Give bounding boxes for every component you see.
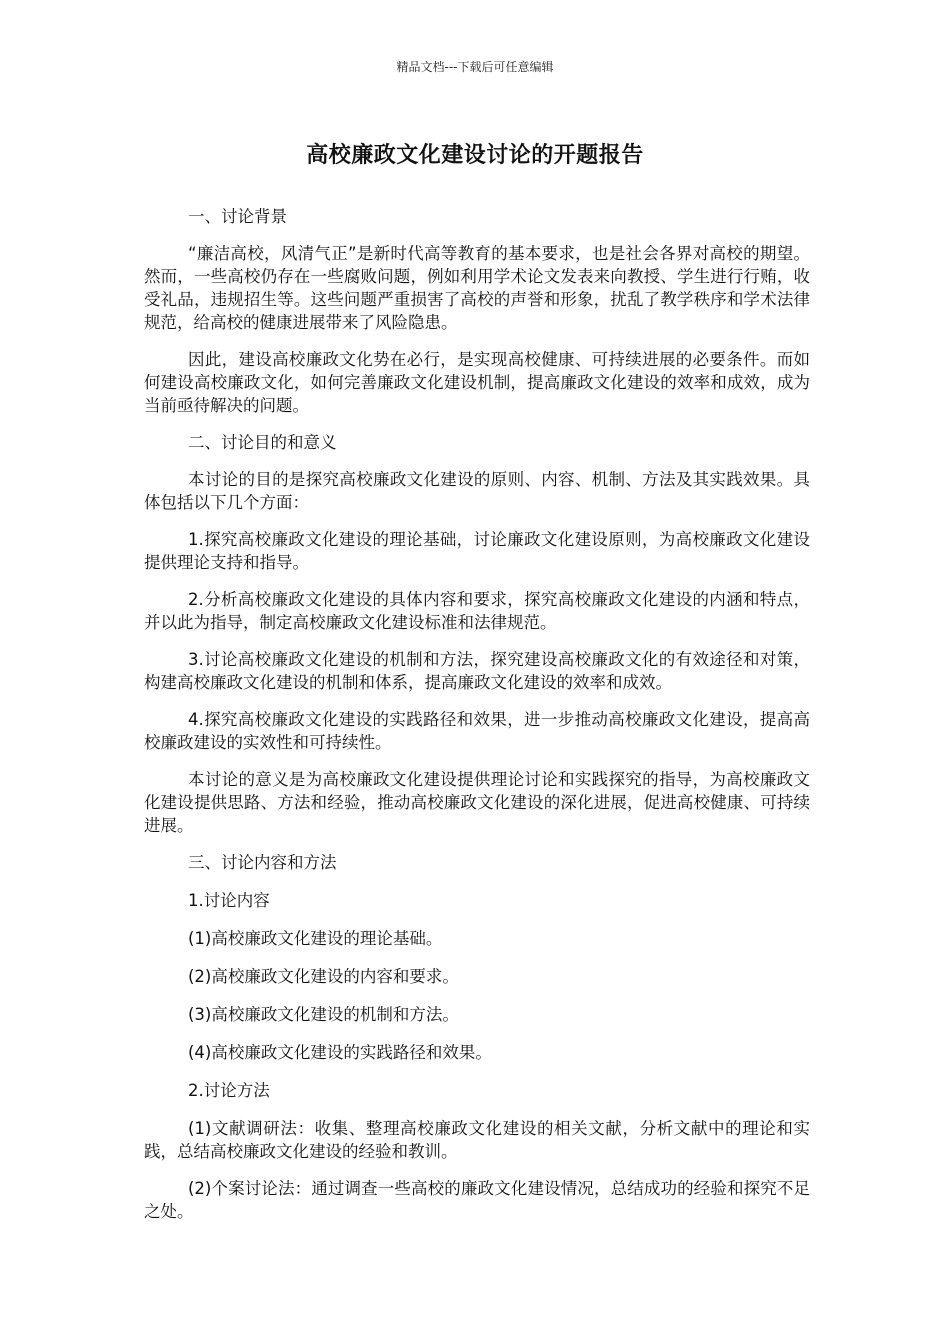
paragraph-significance: 本讨论的意义是为高校廉政文化建设提供理论讨论和实践探究的指导，为高校廉政文化建设提供思路、方法和经验，推动高校廉政文化建设的深化进展，促进高校健康、可持续进展。 [144, 770, 810, 835]
page-header: 精品文档---下载后可任意编辑 [396, 60, 554, 74]
list-item-content-1: (1)高校廉政文化建设的理论基础。 [188, 929, 443, 948]
list-item-purpose-3: 3.讨论高校廉政文化建设的机制和方法，探究建设高校廉政文化的有效途径和对策，构建高校廉政文化建设的机制和体系，提高廉政文化建设的效率和成效。 [144, 650, 810, 692]
list-item-content-3: (3)高校廉政文化建设的机制和方法。 [188, 1005, 459, 1024]
subheading-method: 2.讨论方法 [188, 1081, 270, 1100]
list-item-content-2: (2)高校廉政文化建设的内容和要求。 [188, 967, 459, 986]
subheading-content: 1.讨论内容 [188, 891, 270, 910]
paragraph-background-2: 因此，建设高校廉政文化势在必行，是实现高校健康、可持续进展的必要条件。而如何建设高校廉政文化，如何完善廉政文化建设机制，提高廉政文化建设的效率和成效，成为当前亟待解决的问题。 [144, 350, 810, 415]
list-item-purpose-1: 1.探究高校廉政文化建设的理论基础，讨论廉政文化建设原则，为高校廉政文化建设提供理论支持和指导。 [144, 530, 810, 572]
list-item-purpose-4: 4.探究高校廉政文化建设的实践路径和效果，进一步推动高校廉政文化建设，提高高校廉政建设的实效性和可持续性。 [144, 710, 810, 752]
document-body [144, 205, 810, 1237]
paragraph-purpose-intro: 本讨论的目的是探究高校廉政文化建设的原则、内容、机制、方法及其实践效果。具体包括以下几个方面： [144, 470, 810, 512]
list-item-purpose-2: 2.分析高校廉政文化建设的具体内容和要求，探究高校廉政文化建设的内涵和特点， 并以此为指导，制定高校廉政文化建设标准和法律规范。 [144, 590, 810, 632]
section-heading-content-method: 三、讨论内容和方法 [188, 853, 337, 872]
paragraph-background-1: “廉洁高校，风清气正”是新时代高等教育的基本要求，也是社会各界对高校的期望。然而，一些高校仍存在一些腐败问题，例如利用学术论文发表来向教授、学生进行行贿，收受礼品，违规招生等。这些问题严重损害了高校的声誉和形象，扰乱了教学秩序和学术法律规范，给高校的健康进展带来了风险隐患。 [144, 244, 810, 332]
list-item-method-1: (1)文献调研法：收集、整理高校廉政文化建设的相关文献，分析文献中的理论和实践，总结高校廉政文化建设的经验和教训。 [144, 1119, 810, 1161]
section-heading-background: 一、讨论背景 [188, 207, 287, 226]
list-item-content-4: (4)高校廉政文化建设的实践路径和效果。 [188, 1043, 492, 1062]
list-item-method-2: (2)个案讨论法：通过调查一些高校的廉政文化建设情况，总结成功的经验和探究不足之处。 [144, 1179, 810, 1221]
document-title: 高校廉政文化建设讨论的开题报告 [306, 143, 644, 168]
section-heading-purpose: 二、讨论目的和意义 [188, 433, 337, 452]
